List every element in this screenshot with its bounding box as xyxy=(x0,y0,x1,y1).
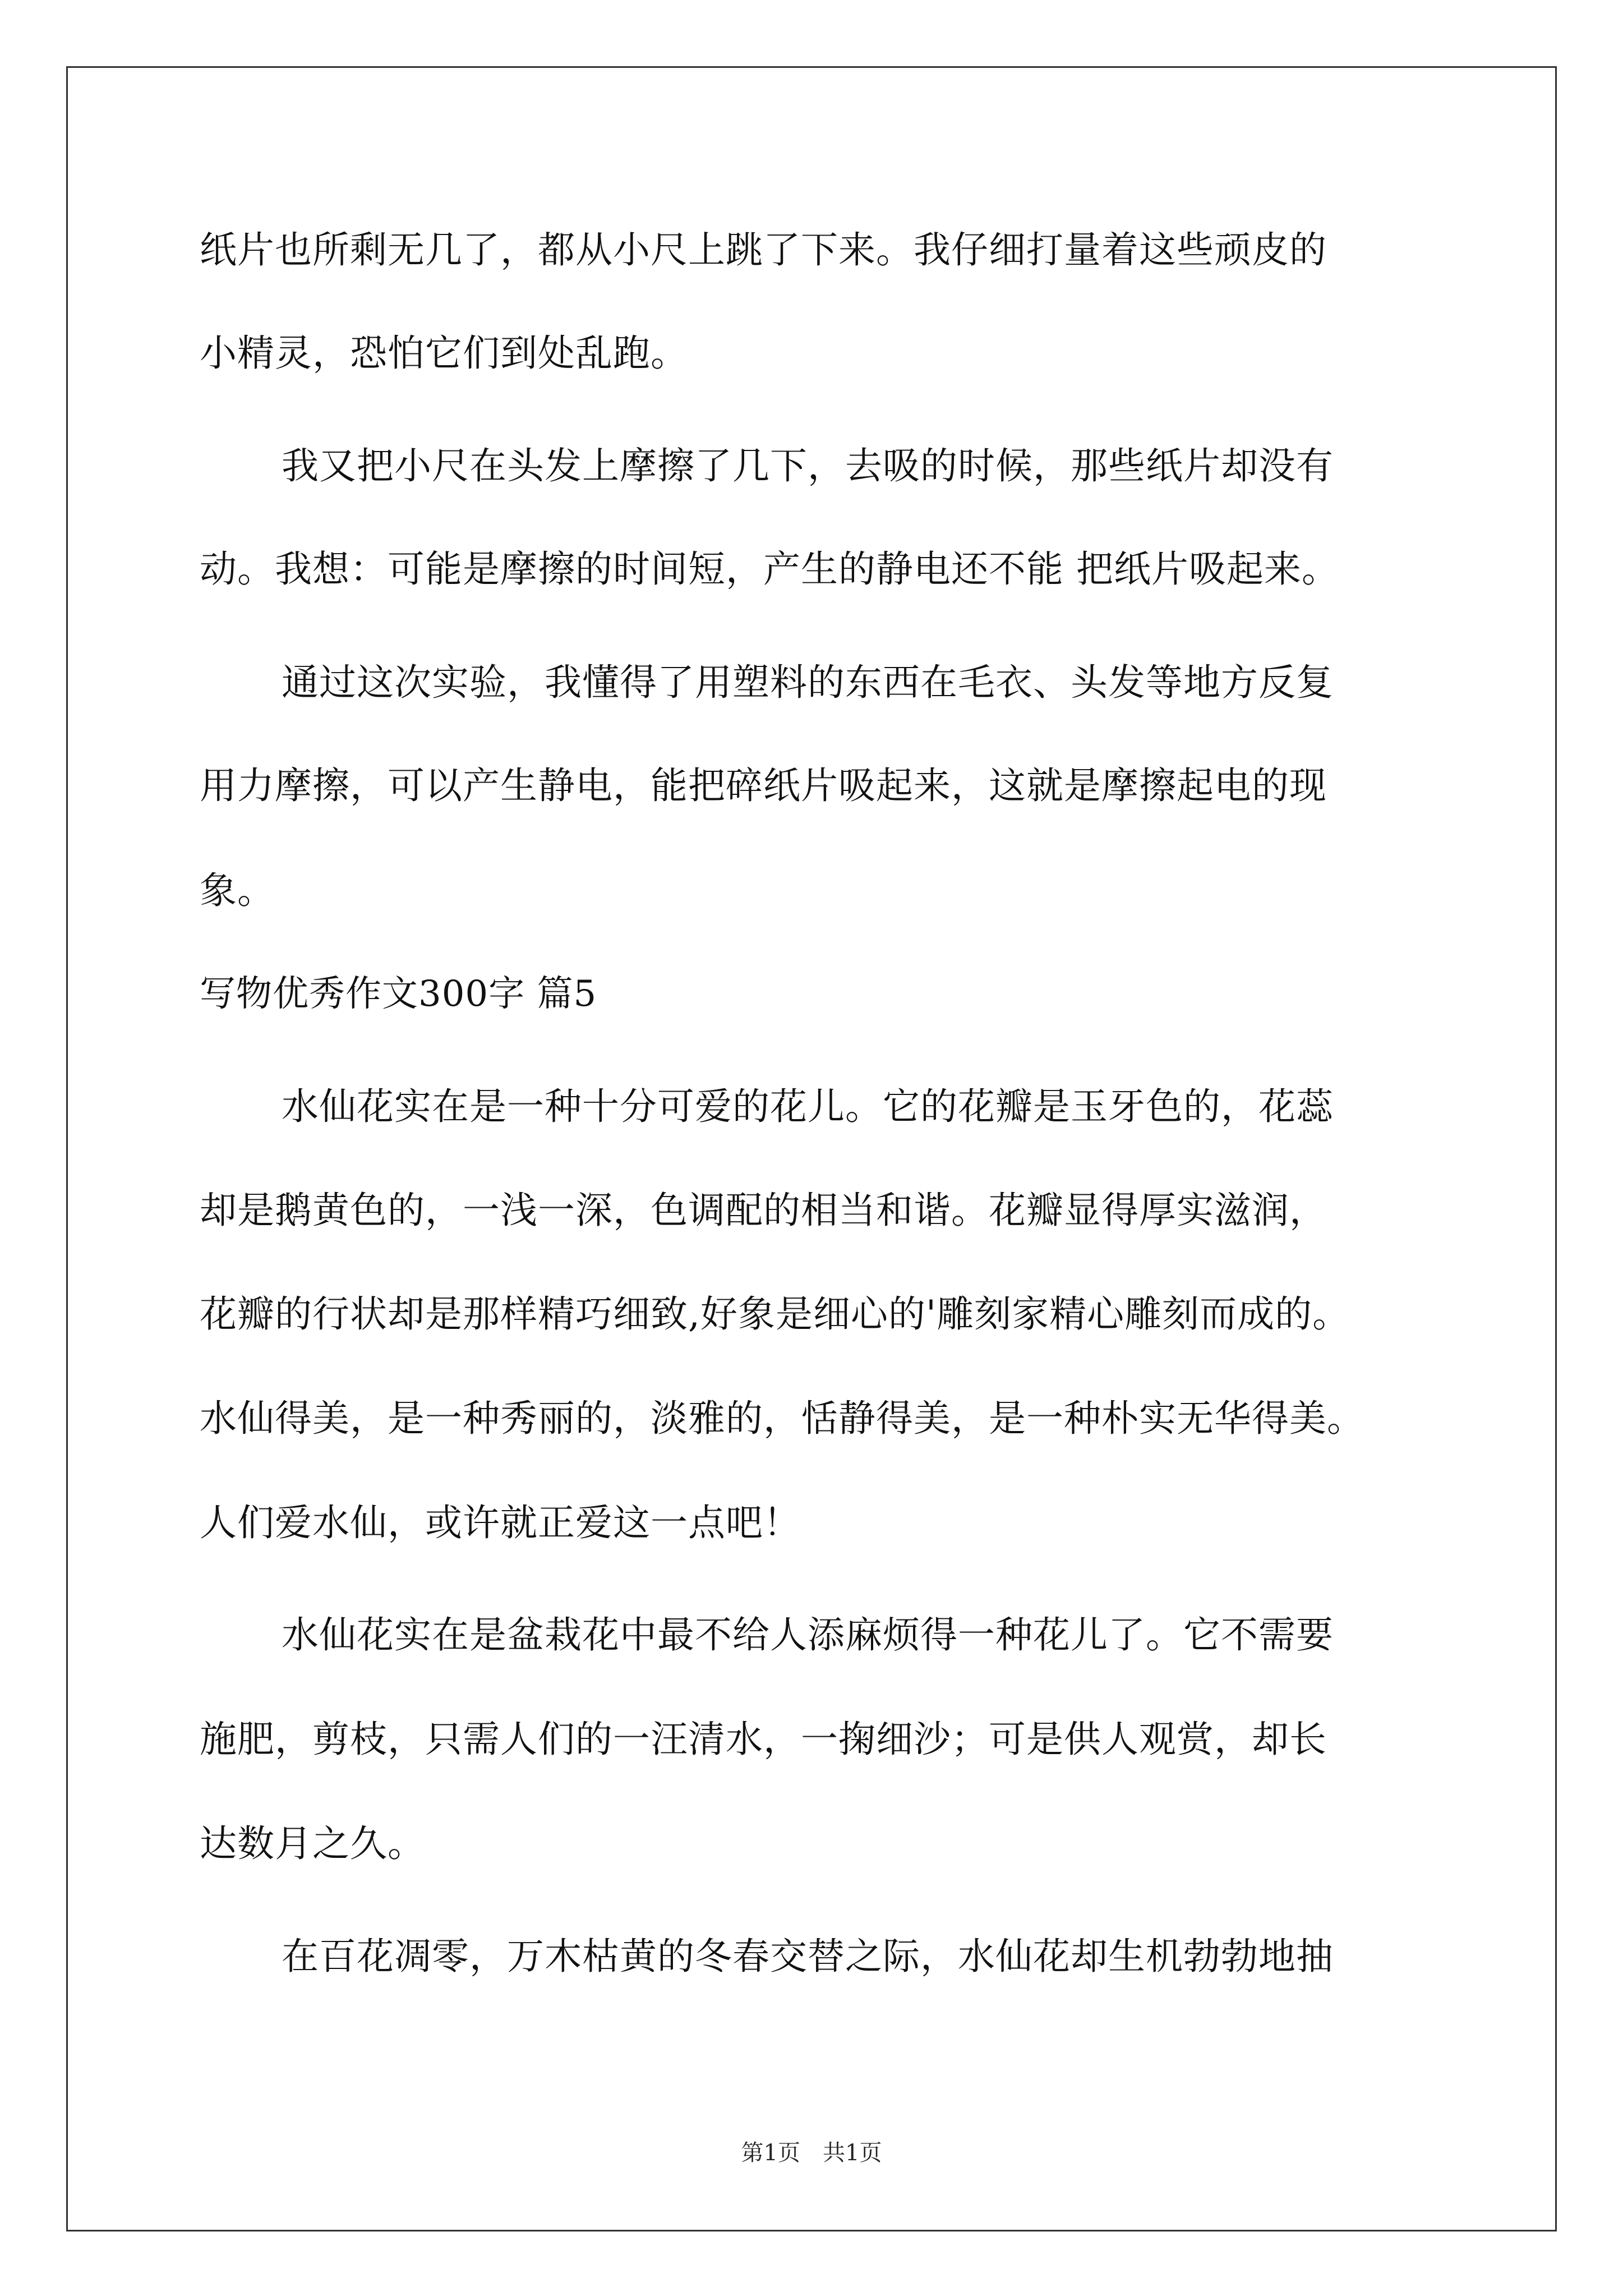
section-heading: 写物优秀作文300字 篇5 xyxy=(200,973,597,1015)
paragraph-line: 达数月之久。 xyxy=(200,1822,425,1865)
paragraph-line: 施肥，剪枝，只需人们的一汪清水，一掬细沙；可是供人观赏，却长 xyxy=(200,1718,1327,1761)
paragraph-line: 小精灵，恐怕它们到处乱跑。 xyxy=(200,332,688,375)
paragraph-line: 花瓣的行状却是那样精巧细致,好象是细心的'雕刻家精心雕刻而成的。 xyxy=(200,1292,1350,1336)
paragraph-line: 纸片也所剩无几了，都从小尺上跳了下来。我仔细打量着这些顽皮的 xyxy=(200,228,1327,272)
paragraph-line: 水仙得美，是一种秀丽的，淡雅的，恬静得美，是一种朴实无华得美。 xyxy=(200,1397,1364,1440)
page-border xyxy=(66,66,1557,2231)
paragraph-line: 用力摩擦，可以产生静电，能把碎纸片吸起来，这就是摩擦起电的现 xyxy=(200,764,1327,807)
paragraph-line: 却是鹅黄色的，一浅一深，色调配的相当和谐。花瓣显得厚实滋润， xyxy=(200,1189,1327,1232)
paragraph-line: 水仙花实在是一种十分可爱的花儿。它的花瓣是玉牙色的，花蕊 xyxy=(282,1085,1334,1128)
paragraph-line: 通过这次实验，我懂得了用塑料的东西在毛衣、头发等地方反复 xyxy=(282,661,1334,704)
paragraph-line: 人们爱水仙，或许就正爱这一点吧！ xyxy=(200,1501,801,1544)
paragraph-line: 我又把小尺在头发上摩擦了几下，去吸的时候，那些纸片却没有 xyxy=(282,444,1334,487)
paragraph-line: 动。我想：可能是摩擦的时间短，产生的静电还不能 把纸片吸起来。 xyxy=(200,547,1339,591)
page-footer: 第1页 共1页 xyxy=(741,2140,882,2166)
paragraph-line: 象。 xyxy=(200,869,275,912)
paragraph-line: 水仙花实在是盆栽花中最不给人添麻烦得一种花儿了。它不需要 xyxy=(282,1613,1334,1657)
paragraph-line: 在百花凋零，万木枯黄的冬春交替之际，水仙花却生机勃勃地抽 xyxy=(282,1935,1334,1978)
